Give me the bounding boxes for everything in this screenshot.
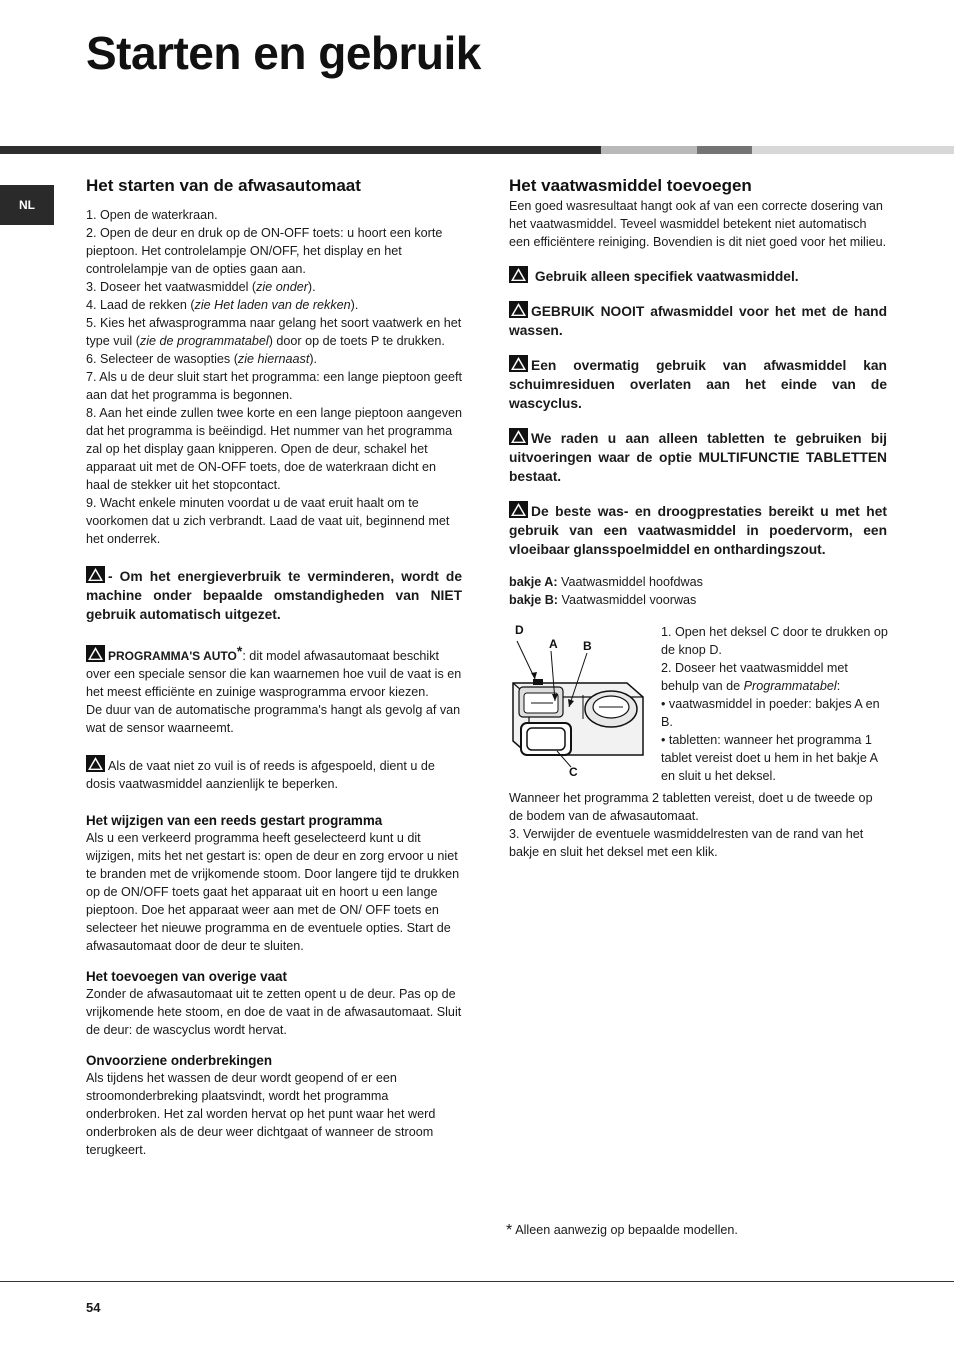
footer-rule — [0, 1281, 954, 1282]
dispenser-instructions — [661, 623, 889, 785]
page-number: 54 — [86, 1300, 101, 1315]
left-column — [86, 176, 462, 1159]
header-bar-mid — [697, 146, 752, 154]
warning-icon — [509, 355, 528, 372]
two-tablets-note: Wanneer het programma 2 tabletten vereist, doet u de tweede op de bodem van de afwasautomaat. — [509, 791, 873, 823]
section-heading-starting: Het starten van de afwasautomaat — [86, 176, 361, 195]
warning-icon — [509, 501, 528, 518]
step-3: 3. Doseer het vaatwasmiddel (zie onder). — [86, 280, 316, 294]
step-7: 7. Als u de deur sluit start het programma: een lange pieptoon geeft aan dat het programma is begonnen. — [86, 370, 462, 402]
instruction-1: 1. Open het deksel C door te drukken op de knop D. — [661, 625, 888, 657]
diagram-label-d: D — [515, 623, 524, 637]
compartment-b: bakje B: Vaatwasmiddel voorwas — [509, 593, 697, 607]
dispenser-diagram — [509, 623, 649, 783]
step-5: 5. Kies het afwasprogramma naar gelang het soort vaatwerk en het type vuil (zie de programmatabel) door op de toets P te drukken. — [86, 316, 462, 348]
diagram-label-b: B — [583, 639, 592, 653]
step-8: 8. Aan het einde zullen twee korte en een lange pieptoon aangeven dat het programma is beëindigd. Het nummer van het programma zal op het display gaan knipperen. Open de deur, schakel het apparaat uit met de ON-OFF toets, doe de waterkraan dicht en haal de stekker uit het stopcontact. — [86, 406, 463, 492]
detergent-warning-5: De beste was- en droogprestaties bereikt u met het gebruik van een vaatwasmiddel in poedervorm, een vloeibaar glansspoelmiddel en onthardingszout. — [509, 501, 887, 559]
steps-list — [86, 206, 462, 548]
page-title: Starten en gebruik — [86, 27, 481, 79]
auto-programs-label: PROGRAMMA'S AUTO — [108, 649, 237, 663]
instruction-3: 3. Verwijder de eventuele wasmiddelresten van de rand van het bakje en sluit het deksel met een klik. — [509, 827, 864, 859]
warning-icon — [86, 566, 105, 583]
warning-icon — [86, 645, 105, 662]
footnote-star: * — [506, 1222, 513, 1239]
warning-icon — [509, 266, 528, 283]
instruction-2: 2. Doseer het vaatwasmiddel met behulp van de Programmatabel: — [661, 661, 848, 693]
auto-programs-note: PROGRAMMA'S AUTO*: dit model afwasautomaat beschikt over een speciale sensor die kan waarnemen hoe vuil de vaat is en het meest efficiënte en zuinige wasprogramma ervoor kiezen. — [86, 643, 462, 699]
header-bar-pale — [752, 146, 954, 154]
compartment-legend — [509, 573, 887, 609]
detergent-warning-4: We raden u aan alleen tabletten te gebruiken bij uitvoeringen waar de optie MULTIFUNCTIE TABLETTEN bestaat. — [509, 428, 887, 486]
interruptions-text: Als tijdens het wassen de deur wordt geopend of er een stroomonderbreking plaatsvindt, wordt het programma onderbroken. Het zal worden hervat op het punt waar het werd onderbroken als de deur weer dichtgaat of wanneer de stroom terugkeert. — [86, 1071, 436, 1157]
change-program-text: Als u een verkeerd programma heeft geselecteerd kunt u dit wijzigen, mits het net gestart is: open de deur en zorg ervoor u niet te branden met de vrijkomende stoom. Door langere tijd te drukken op de ON/OFF toets gaat het apparaat uit en hoort u een lange pieptoon. Doe het apparaat weer aan met de ON/ OFF toets en selecteer het nieuwe programma en de eventuele opties. Start de afwasautomaat door de deur te sluiten. — [86, 831, 460, 953]
detergent-warning-3: Een overmatig gebruik van afwasmiddel kan schuimresiduen overlaten aan het einde van de wascyclus. — [509, 355, 887, 413]
instruction-tablets: • tabletten: wanneer het programma 1 tablet vereist doet u hem in het bakje A en sluit u het deksel. — [661, 733, 878, 783]
diagram-label-a: A — [549, 637, 558, 651]
section-heading-detergent: Het vaatwasmiddel toevoegen — [509, 176, 752, 195]
right-column — [509, 176, 887, 861]
add-dishes-text: Zonder de afwasautomaat uit te zetten opent u de deur. Pas op de vrijkomende hete stoom, en doe de vaat in de afwasautomaat. Sluit de deur: de wascyclus wordt hervat. — [86, 987, 462, 1037]
dispenser-section — [509, 623, 887, 789]
step-2: 2. Open de deur en druk op de ON-OFF toets: u hoort een korte pieptoon. Het controlelampje ON/OFF, het display en het controlelampje van de opties gaan aan. — [86, 226, 443, 276]
dose-warning: Als de vaat niet zo vuil is of reeds is afgespoeld, dient u de dosis vaatwasmiddel aanzienlijk te beperken. — [86, 755, 462, 793]
warning-icon — [509, 301, 528, 318]
header-bar-dark — [0, 146, 601, 154]
energy-warning: - Om het energieverbruik te verminderen, wordt de machine onder bepaalde omstandigheden van NIET gebruik automatisch uitgezet. — [86, 566, 462, 624]
step-1: 1. Open de waterkraan. — [86, 208, 218, 222]
subheading-interruptions: Onvoorziene onderbrekingen — [86, 1053, 273, 1068]
compartment-a: bakje A: Vaatwasmiddel hoofdwas — [509, 575, 703, 589]
subheading-add-dishes: Het toevoegen van overige vaat — [86, 969, 287, 984]
step-4: 4. Laad de rekken (zie Het laden van de rekken). — [86, 298, 359, 312]
footnote-star: * — [236, 643, 243, 659]
detergent-intro: Een goed wasresultaat hangt ook af van een correcte dosering van het vaatwasmiddel. Teveel wasmiddel betekent niet automatisch een efficiëntere reiniging. Bovendien is dit niet goed voor het milieu. — [509, 199, 887, 249]
subheading-change-program: Het wijzigen van een reeds gestart programma — [86, 813, 383, 828]
header-bar-light — [601, 146, 697, 154]
instruction-powder: • vaatwasmiddel in poeder: bakjes A en B. — [661, 697, 880, 729]
detergent-warning-1: Gebruik alleen specifiek vaatwasmiddel. — [509, 266, 887, 286]
language-tab: NL — [0, 185, 54, 225]
footnote: * Alleen aanwezig op bepaalde modellen. — [506, 1222, 738, 1239]
step-9: 9. Wacht enkele minuten voordat u de vaat eruit haalt om te voorkomen dat u zich verbrandt. Laad de vaat uit, beginnend met het onderrek. — [86, 496, 450, 546]
warning-icon — [509, 428, 528, 445]
step-6: 6. Selecteer de wasopties (zie hiernaast). — [86, 352, 318, 366]
detergent-warning-2: GEBRUIK NOOIT afwasmiddel voor het met de hand wassen. — [509, 301, 887, 340]
warning-icon — [86, 755, 105, 772]
diagram-label-c: C — [569, 765, 578, 779]
auto-programs-duration: De duur van de automatische programma's hangt als gevolg af van wat de sensor waarneemt. — [86, 703, 461, 735]
